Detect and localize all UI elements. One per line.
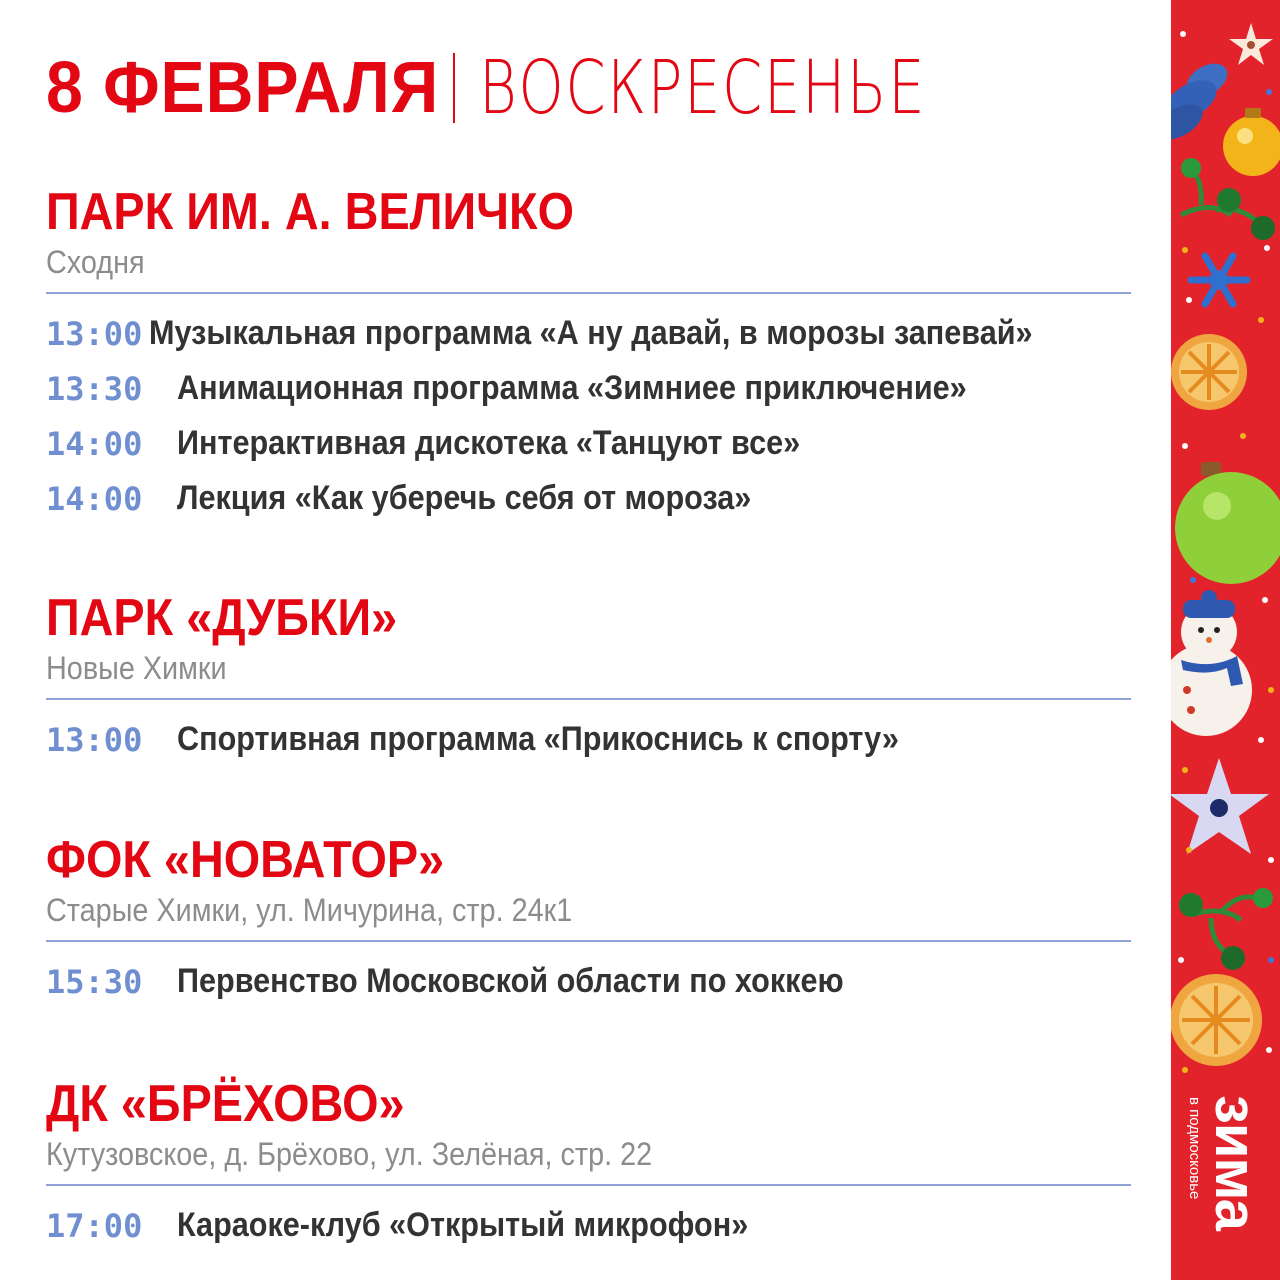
date-title: 8 ФЕВРАЛЯ bbox=[46, 48, 440, 128]
venue-address: Сходня bbox=[46, 244, 145, 280]
event-title: Анимационная программа «Зимниее приключение» bbox=[177, 369, 967, 407]
event-time: 15:30 bbox=[46, 962, 143, 1001]
event-time: 14:00 bbox=[46, 479, 143, 518]
venue-name: ПАРК «ДУБКИ» bbox=[46, 589, 398, 647]
yellow-ball-ornament-icon bbox=[1223, 108, 1280, 176]
event-title: Музыкальная программа «А ну давай, в морозы запевай» bbox=[149, 314, 1033, 352]
event-time: 13:00 bbox=[46, 314, 143, 353]
brand-subtitle: в подмосковье bbox=[1186, 1097, 1203, 1200]
venue-name: ПАРК ИМ. А. ВЕЛИЧКО bbox=[46, 183, 574, 241]
venue-name: ФОК «НОВАТОР» bbox=[46, 831, 445, 889]
brand-title: зима bbox=[1203, 1095, 1268, 1230]
venue-address: Старые Химки, ул. Мичурина, стр. 24к1 bbox=[46, 892, 573, 928]
page-header bbox=[46, 38, 1053, 138]
event-row bbox=[46, 954, 1131, 1009]
venue-address: Новые Химки bbox=[46, 650, 227, 686]
brand-logo bbox=[1184, 1095, 1274, 1255]
header-divider bbox=[453, 53, 455, 123]
event-list bbox=[46, 306, 1131, 526]
orange-slice-icon bbox=[1171, 334, 1247, 410]
event-list bbox=[46, 1198, 1131, 1253]
venue-block-brekhovo bbox=[46, 1076, 1131, 1253]
winter-ornaments-illustration bbox=[1171, 0, 1280, 1280]
venue-name: ДК «БРЁХОВО» bbox=[46, 1075, 405, 1133]
event-title: Первенство Московской области по хоккею bbox=[177, 962, 844, 1000]
event-list bbox=[46, 712, 1131, 767]
event-title: Интерактивная дискотека «Танцуют все» bbox=[177, 424, 801, 462]
event-title: Спортивная программа «Прикоснись к спорту» bbox=[177, 720, 899, 758]
venue-block-novator bbox=[46, 832, 1131, 1009]
snowman-icon bbox=[1171, 590, 1252, 736]
venue-divider bbox=[46, 940, 1131, 942]
event-title: Караоке-клуб «Открытый микрофон» bbox=[177, 1206, 749, 1244]
event-title: Лекция «Как уберечь себя от мороза» bbox=[177, 479, 752, 517]
event-list bbox=[46, 954, 1131, 1009]
star-ornament-icon bbox=[1229, 23, 1273, 65]
event-row bbox=[46, 361, 1131, 416]
blue-toy-ornament-icon bbox=[1171, 57, 1233, 147]
venue-divider bbox=[46, 698, 1131, 700]
orange-slice-2-icon bbox=[1171, 974, 1262, 1066]
event-row bbox=[46, 471, 1131, 526]
weekday-title: ВОСКРЕСЕНЬЕ bbox=[479, 45, 927, 131]
event-row bbox=[46, 712, 1131, 767]
venue-address: Кутузовское, д. Брёхово, ул. Зелёная, стр. 22 bbox=[46, 1136, 653, 1172]
venue-divider bbox=[46, 1184, 1131, 1186]
event-row bbox=[46, 306, 1131, 361]
decorative-band bbox=[1171, 0, 1280, 1280]
snowflake-icon bbox=[1191, 256, 1247, 304]
event-time: 17:00 bbox=[46, 1206, 143, 1245]
event-time: 14:00 bbox=[46, 424, 143, 463]
event-time: 13:30 bbox=[46, 369, 143, 408]
event-row bbox=[46, 1198, 1131, 1253]
venue-divider bbox=[46, 292, 1131, 294]
event-row bbox=[46, 416, 1131, 471]
venue-block-dubki bbox=[46, 590, 1131, 767]
green-ball-ornament-icon bbox=[1175, 462, 1280, 584]
event-time: 13:00 bbox=[46, 720, 143, 759]
venue-block-velichko bbox=[46, 184, 1131, 526]
